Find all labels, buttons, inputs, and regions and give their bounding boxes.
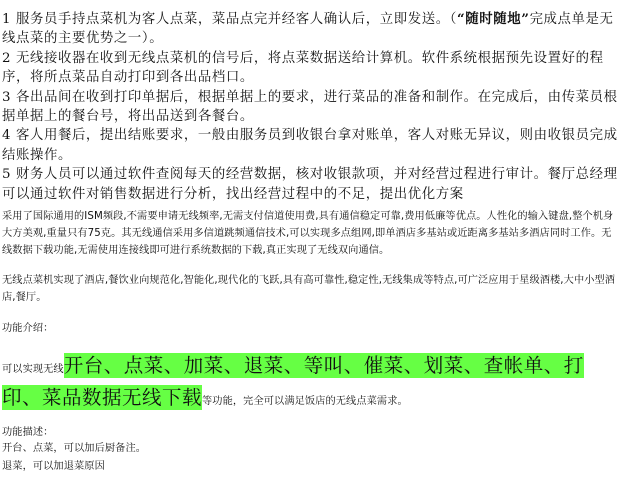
step-1-emphasis: “随时随地”: [456, 11, 530, 27]
function-desc-item-1: [2, 440, 618, 457]
step-1-text-start: 1 服务员手持点菜机为客人点菜，菜品点完并经客人确认后，立即发送。（: [2, 12, 457, 27]
step-1-text-end: 完成点单是无线点菜的主要优势之一）。: [2, 12, 614, 47]
function-desc-text-2: 退菜，可以加退菜原因: [2, 461, 105, 472]
function-desc-title: 功能描述：: [2, 427, 54, 438]
function-intro-heading: [2, 320, 618, 337]
function-desc-item-2: [2, 458, 618, 475]
function-intro-title: 功能介绍：: [2, 323, 54, 334]
step-5: 5 财务人员可以通过软件查阅每天的经营数据，核对收银款项，并对经营过程进行审计。餐厅总经理可以通过软件对销售数据进行分析，找出经营过程中的不足，提出优化方案: [2, 167, 618, 202]
step-4: 4 客人用餐后，提出结账要求，一般由服务员到收银台拿对账单，客人对账无异议，则由收银员完成结账操作。: [2, 128, 618, 163]
function-desc-text-1: 开台、点菜，可以加后厨备注。: [2, 443, 147, 454]
wireless-ordering-text: 无线点菜机实现了酒店,餐饮业向规范化,智能化,现代化的飞跃,具有高可靠性,稳定性,无线集成等特点,可广泛应用于星级酒楼,大中小型酒店,餐厅。: [2, 275, 616, 303]
feature-line: [2, 352, 618, 416]
ism-band-text: 采用了国际通用的ISM频段,不需要申请无线频率,无需支付信道使用费,具有通信稳定可靠,费用低廉等优点。人性化的输入键盘,整个机身大方美观,重量只有75克。其无线通信采用多信道跳频通信技术,可以实现多点组网,即单酒店多基站或近距离多基站多酒店同时工作。无线数据下载功能,无需使用连接线即可进行系统数据的下载,真正实现了无线双向通信。: [2, 211, 614, 256]
wireless-ordering-paragraph: [2, 272, 618, 306]
step-2: 2 无线接收器在收到无线点菜机的信号后，将点菜数据送给计算机。软件系统根据预先设置好的程序，将所点菜品自动打印到各出品档口。: [2, 50, 604, 86]
ordering-process-steps: [2, 10, 618, 204]
feature-paragraph: [2, 352, 618, 416]
step-3: 3 各出品间在收到打印单据后，根据单据上的要求，进行菜品的准备和制作。在完成后，由传菜员根据单据上的餐台号，将出品送到各餐台。: [2, 89, 618, 125]
feature-text-start: 可以实现无线: [2, 364, 64, 375]
step-1: [2, 10, 618, 49]
feature-highlight: 开台、点菜、加菜、退菜、等叫、催菜、划菜、查帐单、打印、菜品数据无线下载: [2, 354, 584, 409]
function-desc-heading: [2, 424, 618, 441]
feature-text-end: 等功能，完全可以满足饭店的无线点菜需求。: [202, 396, 408, 407]
ism-band-paragraph: [2, 208, 618, 259]
